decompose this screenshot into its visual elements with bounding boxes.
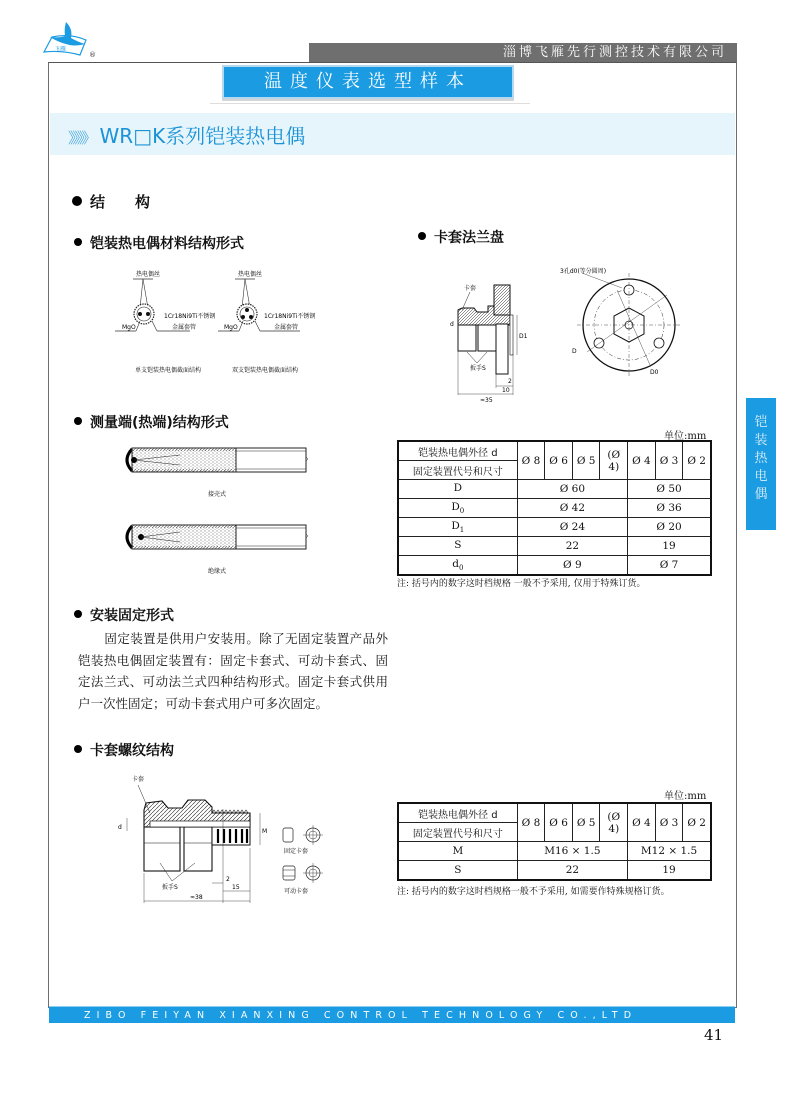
double-caption: 双支铠装热电偶截面结构 — [232, 367, 299, 374]
table-row — [398, 480, 711, 499]
structure-heading-text: 结 构 — [90, 193, 151, 211]
movable-ferrule-caption: 可动卡套 — [284, 888, 309, 895]
table-cell: Ø 36 — [628, 499, 711, 518]
table-row — [398, 537, 711, 556]
hot-end-heading-text: 测量端(热端)结构形式 — [90, 415, 229, 431]
row-label: S — [398, 537, 517, 556]
bullet-icon — [74, 745, 82, 753]
flange-d-label: d — [450, 321, 454, 328]
row-label: M — [398, 842, 517, 861]
side-tab-char: 装 — [754, 433, 768, 448]
hot-end-heading — [74, 412, 229, 432]
column-header: Ø 3 — [655, 441, 683, 480]
flange-d1-label: D1 — [519, 333, 528, 340]
column-header: Ø 5 — [572, 441, 600, 480]
header-cell: 固定装置代号和尺寸 — [398, 823, 517, 842]
flange-dim-total-label: ≈35 — [480, 397, 493, 404]
ferrule-thread-heading — [74, 740, 174, 760]
table-cell: Ø 7 — [628, 556, 711, 576]
wrench-label: 扳手S — [162, 884, 178, 891]
steel-label: 1Cr18Ni9Ti不锈钢 — [164, 313, 216, 320]
flange-table-unit: 单位:mm — [664, 431, 707, 442]
mgo-label: MgO — [224, 324, 238, 331]
table-cell: 22 — [517, 861, 627, 881]
bullet-icon — [74, 417, 82, 425]
side-tab-char: 电 — [754, 469, 768, 484]
column-header: (Ø 4) — [600, 803, 628, 842]
hot-end-diagrams — [120, 440, 320, 590]
ferrule-flange-drawing-icon — [422, 270, 712, 410]
ferrule-label: 卡套 — [132, 776, 145, 783]
table-cell: Ø 60 — [517, 480, 627, 499]
ferrule-thread-drawing — [100, 773, 350, 908]
single-caption: 单支铠装热电偶截面结构 — [135, 367, 202, 374]
installation-heading-text: 安装固定形式 — [90, 608, 174, 624]
material-structure-heading — [74, 233, 244, 253]
column-header: Ø 6 — [545, 441, 573, 480]
bullet-icon — [74, 610, 82, 618]
header-cell: 铠装热电偶外径 d — [398, 803, 517, 823]
column-header: Ø 4 — [628, 803, 656, 842]
row-label: $D_1$ — [398, 518, 517, 537]
column-header: Ø 5 — [572, 803, 600, 842]
hot-end-diagram-icon — [120, 440, 320, 590]
material-structure-heading-text: 铠装热电偶材料结构形式 — [90, 236, 244, 252]
fixed-ferrule-caption: 固定卡套 — [284, 848, 309, 855]
sheath-label: 金属套管 — [274, 324, 299, 331]
table-cell: 19 — [628, 537, 711, 556]
ferrule-flange-heading — [418, 227, 504, 247]
mgo-label: MgO — [122, 324, 136, 331]
table-cell: Ø 20 — [628, 518, 711, 537]
thread-table — [397, 802, 712, 881]
flange-dim-10-label: 10 — [502, 387, 510, 394]
column-header: Ø 2 — [683, 803, 711, 842]
table-row — [398, 518, 711, 537]
insulated-type-caption: 绝缘式 — [208, 568, 227, 575]
table-cell: Ø 9 — [517, 556, 627, 576]
grounded-type-caption: 接壳式 — [208, 491, 227, 498]
flange-D0-label: D0 — [650, 369, 659, 376]
thread-table-note: 注: 括号内的数字这时档规格一般不予采用, 如需要作特殊规格订货。 — [397, 887, 670, 897]
d-label: d — [118, 824, 122, 831]
structure-heading — [72, 191, 150, 212]
page-number: 41 — [704, 1026, 724, 1044]
steel-label: 1Cr18Ni9Ti不锈钢 — [264, 313, 316, 320]
section-title — [68, 120, 305, 149]
row-label: D — [398, 480, 517, 499]
company-logo — [38, 20, 108, 62]
column-header: Ø 8 — [517, 803, 545, 842]
flange-ferrule-label: 卡套 — [464, 285, 477, 292]
ferrule-flange-drawing — [422, 270, 712, 410]
bullet-icon — [74, 238, 82, 246]
table-cell: Ø 50 — [628, 480, 711, 499]
column-header: Ø 6 — [545, 803, 573, 842]
dim-2-label: 2 — [226, 876, 230, 883]
section-title-text: WR□K系列铠装热电偶 — [99, 124, 306, 148]
row-label: $d_0$ — [398, 556, 517, 576]
table-header-row — [398, 441, 711, 461]
dim-15-label: 15 — [232, 884, 240, 891]
bullet-icon — [72, 196, 82, 206]
side-tab-char: 铠 — [754, 415, 768, 430]
row-label: $D_0$ — [398, 499, 517, 518]
flange-wrench-label: 扳手S — [470, 365, 486, 372]
section-chevrons-icon: 》》》》 — [68, 129, 94, 147]
logo-text: 飞雁 — [54, 46, 67, 53]
sheath-label: 金属套管 — [172, 324, 197, 331]
cross-section-diagram-icon — [110, 266, 316, 378]
column-header: Ø 4 — [628, 441, 656, 480]
ferrule-flange-heading-text: 卡套法兰盘 — [434, 230, 504, 246]
installation-paragraph-text: 固定装置是供用户安装用。除了无固定装置产品外铠装热电偶固定装置有：固定卡套式、可动卡套式、固定法兰式、可动法兰式四种结构形式。固定卡套式供用户一次性固定；可动卡套式用户可多次固定。 — [78, 631, 388, 711]
ferrule-thread-heading-text: 卡套螺纹结构 — [90, 743, 174, 759]
column-header: Ø 8 — [517, 441, 545, 480]
header-cell: 固定装置代号和尺寸 — [398, 461, 517, 480]
registered-mark: ® — [89, 51, 96, 59]
installation-heading — [74, 605, 174, 625]
row-label: S — [398, 861, 517, 881]
flange-dim-2-label: 2 — [508, 378, 512, 385]
table-row — [398, 499, 711, 518]
wire-label: 热电偶丝 — [136, 271, 161, 278]
cross-section-diagrams — [110, 266, 316, 378]
table-cell: Ø 24 — [517, 518, 627, 537]
installation-paragraph — [78, 628, 388, 714]
wire-label: 热电偶丝 — [238, 271, 263, 278]
bullet-icon — [418, 232, 426, 240]
table-row — [398, 861, 711, 881]
side-tab-char: 热 — [754, 451, 768, 466]
catalog-title: 温度仪表选型样本 — [222, 65, 514, 99]
table-cell: 22 — [517, 537, 627, 556]
banner-divider — [210, 103, 530, 104]
flange-D-label: D — [572, 348, 577, 355]
table-header-row — [398, 803, 711, 823]
holes-label: 3孔d0(等分圆周) — [560, 268, 607, 275]
m-label: M — [262, 828, 268, 835]
company-name-bar: 淄博飞雁先行测控技术有限公司 — [309, 43, 737, 62]
table-cell: 19 — [628, 861, 711, 881]
footer-company-bar: ZIBO FEIYAN XIANXING CONTROL TECHNOLOGY CO.,LTD — [49, 1006, 735, 1023]
side-tab-category[interactable] — [746, 398, 776, 530]
side-tab-char: 偶 — [754, 487, 768, 502]
thread-table-unit: 单位:mm — [664, 791, 707, 802]
column-header: (Ø 4) — [600, 441, 628, 480]
table-row — [398, 556, 711, 576]
flying-goose-logo-icon — [38, 20, 108, 62]
flange-table — [397, 440, 712, 576]
header-cell: 铠装热电偶外径 d — [398, 441, 517, 461]
table-cell: M16 × 1.5 — [517, 842, 627, 861]
table-cell: M12 × 1.5 — [628, 842, 711, 861]
table-row — [398, 842, 711, 861]
flange-table-note: 注: 括号内的数字这时档规格 一般不予采用, 仅用于特殊订货。 — [397, 579, 646, 589]
dim-total-label: ≈38 — [190, 894, 203, 901]
column-header: Ø 2 — [683, 441, 711, 480]
column-header: Ø 3 — [655, 803, 683, 842]
table-cell: Ø 42 — [517, 499, 627, 518]
ferrule-thread-drawing-icon — [100, 773, 350, 908]
